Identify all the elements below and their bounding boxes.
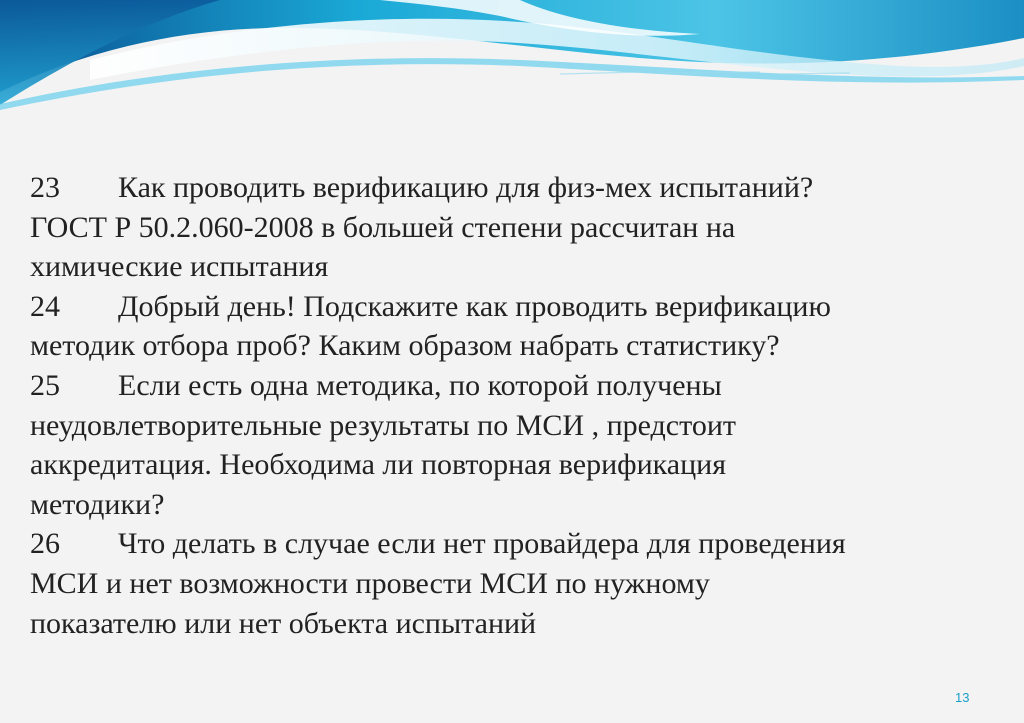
question-line [30, 366, 1000, 406]
question-text: Добрый день! Подскажите как проводить верификацию [118, 289, 831, 323]
question-number: 23 [30, 171, 60, 204]
question-line: методики? [30, 487, 165, 521]
slide-content [30, 168, 1000, 643]
question-text: Как проводить верификацию для физ-мех испытаний? [118, 171, 814, 204]
question-line [30, 287, 1000, 327]
question-number: 25 [30, 368, 60, 402]
header-wave-decoration [0, 0, 1024, 125]
question-line [30, 524, 1000, 564]
question-line [30, 168, 1000, 208]
question-line: показателю или нет объекта испытаний [30, 606, 537, 640]
question-number: 26 [30, 527, 60, 561]
question-text: Что делать в случае если нет провайдера для проведения [118, 527, 846, 561]
question-line: неудовлетворительные результаты по МСИ , предстоит [30, 408, 736, 442]
question-line: ГОСТ Р 50.2.060-2008 в большей степени рассчитан на [30, 210, 736, 244]
question-line: методик отбора проб? Каким образом набрать статистику? [30, 329, 780, 363]
question-text: Если есть одна методика, по которой получены [118, 368, 722, 402]
page-number: 13 [955, 690, 970, 705]
question-line: МСИ и нет возможности провести МСИ по нужному [30, 566, 710, 600]
question-line: аккредитация. Необходима ли повторная верификация [30, 448, 726, 482]
question-number: 24 [30, 289, 60, 323]
question-line: химические испытания [30, 250, 329, 284]
